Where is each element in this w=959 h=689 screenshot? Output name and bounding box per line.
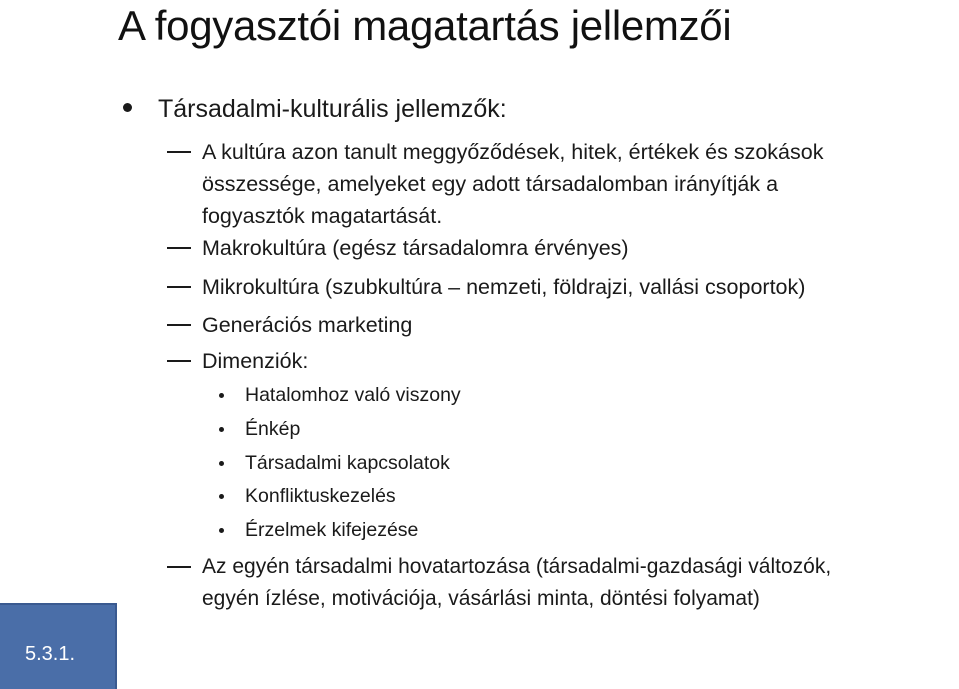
social-belonging-line-1: Az egyén társadalmi hovatartozása (társadalmi-gazdasági változók, (202, 555, 832, 578)
bullet-icon (123, 103, 132, 112)
dash-icon (167, 566, 191, 568)
bullet-icon (219, 427, 224, 432)
heading-text: Társadalmi-kulturális jellemzők: (158, 95, 507, 123)
dimension-text: Hatalomhoz való viszony (245, 384, 461, 406)
culture-definition-line-1: A kultúra azon tanult meggyőződések, hitek, értékek és szokások (202, 140, 824, 164)
macro-culture-text: Makrokultúra (egész társadalomra érvényes) (202, 236, 629, 260)
dash-icon (167, 360, 191, 362)
dimension-text: Érzelmek kifejezése (245, 519, 419, 541)
bullet-icon (219, 393, 224, 398)
dash-icon (167, 324, 191, 326)
dimension-text: Társadalmi kapcsolatok (245, 452, 450, 474)
bullet-icon (219, 528, 224, 533)
dimensions-text: Dimenziók: (202, 349, 309, 373)
section-number-box (0, 603, 117, 689)
bullet-icon (219, 494, 224, 499)
social-belonging-line-2: egyén ízlése, motivációja, vásárlási minta, döntési folyamat) (202, 587, 760, 610)
slide-title: A fogyasztói magatartás jellemzői (118, 2, 732, 49)
dimension-text: Énkép (245, 418, 301, 440)
dash-icon (167, 151, 191, 153)
bullet-icon (219, 461, 224, 466)
culture-definition-line-2: összessége, amelyeket egy adott társadalomban irányítják a (202, 172, 779, 196)
dimension-text: Konfliktuskezelés (245, 485, 396, 507)
dash-icon (167, 247, 191, 249)
section-number: 5.3.1. (25, 643, 76, 665)
generational-marketing-text: Generációs marketing (202, 313, 413, 337)
culture-definition-line-3: fogyasztók magatartását. (202, 204, 443, 228)
micro-culture-text: Mikrokultúra (szubkultúra – nemzeti, földrajzi, vallási csoportok) (202, 275, 806, 299)
dash-icon (167, 286, 191, 288)
